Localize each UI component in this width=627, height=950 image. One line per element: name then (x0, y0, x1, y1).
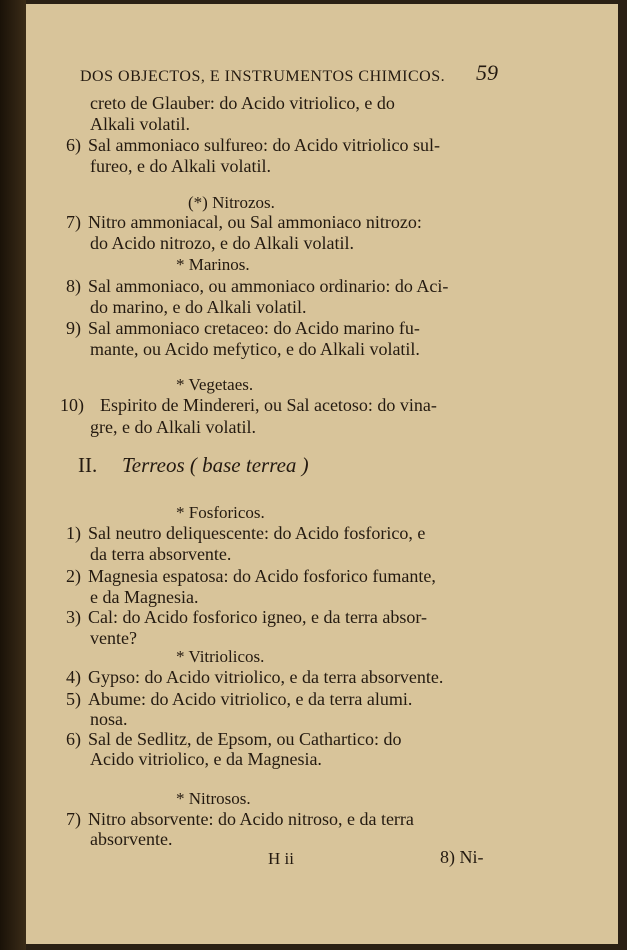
text-line: mante, ou Acido mefytico, e do Alkali volatil. (90, 339, 420, 359)
text-line: Magnesia espatosa: do Acido fosforico fumante, (88, 566, 436, 586)
text-line: Abume: do Acido vitriolico, e da terra alumi. (88, 689, 413, 709)
section-heading: * Nitrosos. (176, 789, 251, 808)
text-line: Cal: do Acido fosforico igneo, e da terra absor- (88, 607, 428, 627)
section-heading: * Fosforicos. (176, 503, 265, 522)
text-line: Sal ammoniaco, ou ammoniaco ordinario: do Aci- (88, 276, 449, 296)
line-number: 8) (66, 276, 81, 296)
text-line: Nitro absorvente: do Acido nitroso, e da terra (88, 809, 414, 829)
text-line: Sal de Sedlitz, de Epsom, ou Cathartico: do (88, 729, 402, 749)
running-header: DOS OBJECTOS, E INSTRUMENTOS CHIMICOS. (80, 68, 446, 85)
section-heading: * Vitriolicos. (176, 647, 265, 666)
text-line: Sal neutro deliquescente: do Acido fosforico, e (88, 523, 426, 543)
line-number: 4) (66, 667, 81, 687)
line-number: 6) (66, 135, 81, 155)
text-line: do Acido nitrozo, e do Alkali volatil. (90, 233, 354, 253)
line-number: 6) (66, 729, 81, 749)
line-number: 7) (66, 212, 81, 232)
line-number: 2) (66, 566, 81, 586)
text-line: Espirito de Mindereri, ou Sal acetoso: do vina- (100, 395, 437, 415)
text-line: Gypso: do Acido vitriolico, e da terra absorvente. (88, 667, 444, 687)
text-line: Terreos ( base terrea ) (122, 453, 309, 477)
book-spine-shadow (0, 0, 26, 950)
page-number: 59 (476, 60, 498, 85)
text-line: da terra absorvente. (90, 544, 232, 564)
text-line: nosa. (90, 709, 128, 729)
line-number: 10) (60, 395, 84, 415)
text-line: absorvente. (90, 829, 173, 849)
text-line: creto de Glauber: do Acido vitriolico, e do (90, 93, 395, 113)
text-line: vente? (90, 628, 137, 648)
section-heading: (*) Nitrozos. (188, 193, 275, 212)
section-heading: * Marinos. (176, 255, 250, 274)
text-line: Acido vitriolico, e da Magnesia. (90, 749, 322, 769)
text-line: do marino, e do Alkali volatil. (90, 297, 307, 317)
section-heading: * Vegetaes. (176, 375, 254, 394)
catchword: 8) Ni- (440, 847, 484, 867)
line-number: 9) (66, 318, 81, 338)
text-line: e da Magnesia. (90, 587, 199, 607)
text-line: Sal ammoniaco sulfureo: do Acido vitriolico sul- (88, 135, 440, 155)
line-number: 3) (66, 607, 81, 627)
line-number: 1) (66, 523, 81, 543)
line-number: 7) (66, 809, 81, 829)
line-number: II. (78, 453, 98, 477)
text-line: Nitro ammoniacal, ou Sal ammoniaco nitrozo: (88, 212, 422, 232)
signature-mark: H ii (268, 849, 294, 868)
text-line: gre, e do Alkali volatil. (90, 417, 256, 437)
text-line: Sal ammoniaco cretaceo: do Acido marino fu- (88, 318, 420, 338)
line-number: 5) (66, 689, 81, 709)
text-line: fureo, e do Alkali volatil. (90, 156, 271, 176)
text-line: Alkali volatil. (90, 114, 190, 134)
